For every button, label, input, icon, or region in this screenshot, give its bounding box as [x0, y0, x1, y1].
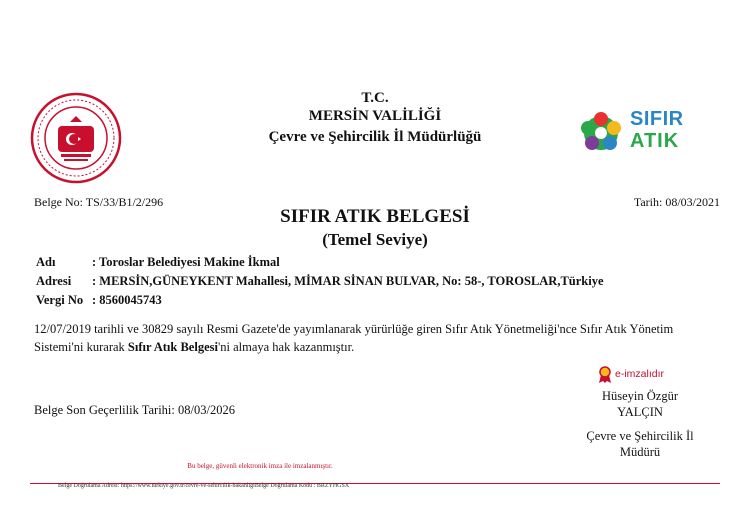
body-text-end: 'ni almaya hak kazanmıştır.	[217, 340, 355, 354]
document-number: Belge No: TS/33/B1/2/296	[34, 195, 164, 209]
ministry-seal-icon	[30, 92, 122, 184]
field-value: : Toroslar Belediyesi Makine İkmal	[92, 255, 280, 269]
logo-word-sifir: SIFIR	[630, 108, 684, 130]
signatory-name-last: YALÇIN	[617, 405, 663, 419]
footer-esign-notice: Bu belge, güvenli elektronik imza ile imzalanmıştır.	[187, 462, 333, 470]
header-tc: T.C.	[361, 90, 389, 106]
logo-word-atik: ATIK	[630, 130, 680, 152]
flower-recycle-icon	[581, 112, 621, 150]
field-name	[36, 255, 280, 270]
signatory-title-line2: Müdürü	[619, 445, 661, 459]
header-mudurluk: Çevre ve Şehircilik İl Müdürlüğü	[268, 129, 482, 145]
document-title: SIFIR ATIK BELGESİ	[280, 206, 470, 227]
signatory-block	[565, 388, 715, 460]
field-label: Adresi	[36, 274, 72, 288]
body-paragraph	[34, 320, 724, 356]
footer-verification: Belge Doğrulama Adresi: https://www.turkiye.gov.tr/cevre-ve-sehircilik-bakanligiBelge Doğrulama Kodu : BRZYHGSX	[58, 483, 350, 489]
document-subtitle: (Temel Seviye)	[322, 230, 428, 249]
body-text-start: 12/07/2019 tarihli ve 30829 sayılı Resmi Gazete'de yayımlanarak yürürlüğe giren Sıfır Atık Yönetmeliği'nce Sıfır Atık Yönetim Sistemi'ni kurarak	[34, 322, 674, 354]
document-date: Tarih: 08/03/2021	[633, 195, 720, 209]
signatory-name-first: Hüseyin Özgür	[601, 389, 679, 403]
field-address	[36, 274, 604, 289]
field-label: Vergi No	[36, 293, 84, 307]
field-label: Adı	[36, 255, 56, 269]
field-value: : 8560045743	[92, 293, 162, 307]
medal-icon	[598, 366, 612, 389]
field-value: : MERSİN,GÜNEYKENT Mahallesi, MİMAR SİNAN BULVAR, No: 58-, TOROSLAR,Türkiye	[92, 274, 604, 288]
esign-label: e-imzalıdır	[615, 368, 665, 380]
field-tax-number	[36, 293, 162, 308]
signatory-title-line1: Çevre ve Şehircilik İl	[586, 429, 694, 443]
validity-date: Belge Son Geçerlilik Tarihi: 08/03/2026	[34, 403, 235, 417]
header-valilik: MERSİN VALİLİĞİ	[308, 108, 442, 124]
body-text-bold: Sıfır Atık Belgesi	[127, 340, 218, 354]
